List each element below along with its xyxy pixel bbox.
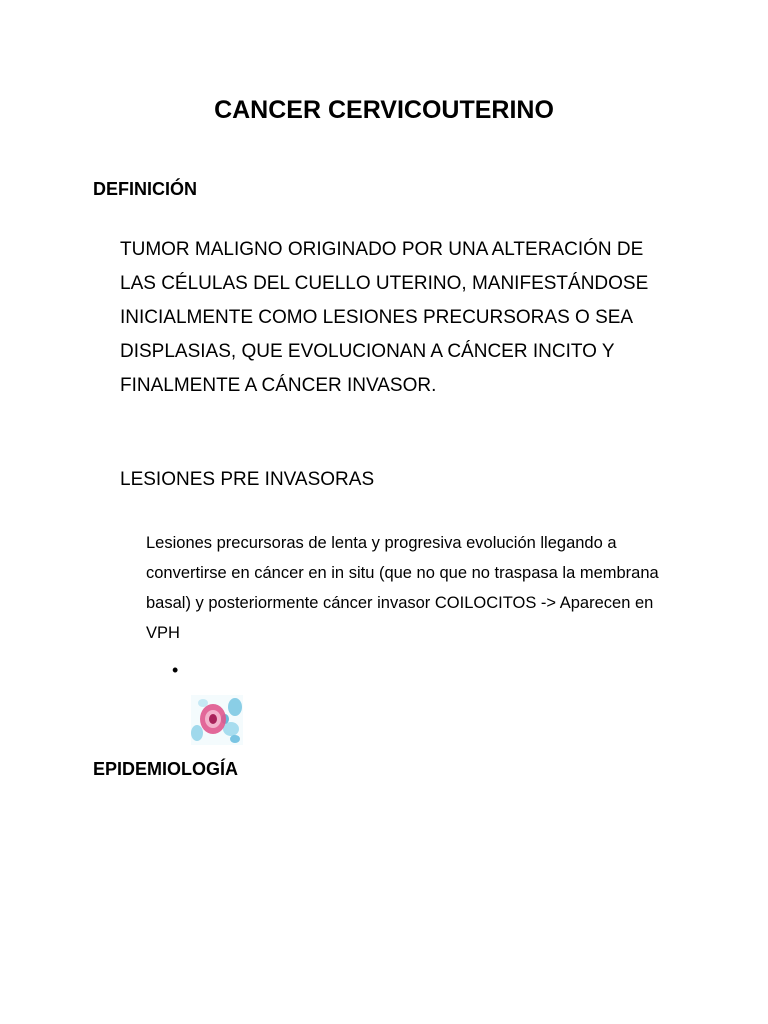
lesions-description-paragraph: Lesiones precursoras de lenta y progresiva evolución llegando a convertirse en cáncer en in situ (que no que no traspasa la membrana basal) y posteriormente cáncer invasor COILOCITOS -> Aparecen en VPH (146, 534, 659, 642)
document-title: CANCER CERVICOUTERINO (214, 96, 554, 124)
section-heading-epidemiology: EPIDEMIOLOGÍA (93, 759, 239, 779)
subheading-pre-invasive-lesions: LESIONES PRE INVASORAS (120, 469, 375, 490)
definition-paragraph: TUMOR MALIGNO ORIGINADO POR UNA ALTERACIÓN DE LAS CÉLULAS DEL CUELLO UTERINO, MANIFESTÁNDOSE INICIALMENTE COMO LESIONES PRECURSORAS O SEA DISPLASIAS, QUE EVOLUCIONAN A CÁNCER INCITO Y FINALMENTE A CÁNCER INVASOR. (120, 239, 649, 396)
koilocyte-microscopy-image (191, 695, 243, 745)
bullet-point: • (172, 660, 179, 680)
section-heading-definition: DEFINICIÓN (93, 179, 198, 199)
